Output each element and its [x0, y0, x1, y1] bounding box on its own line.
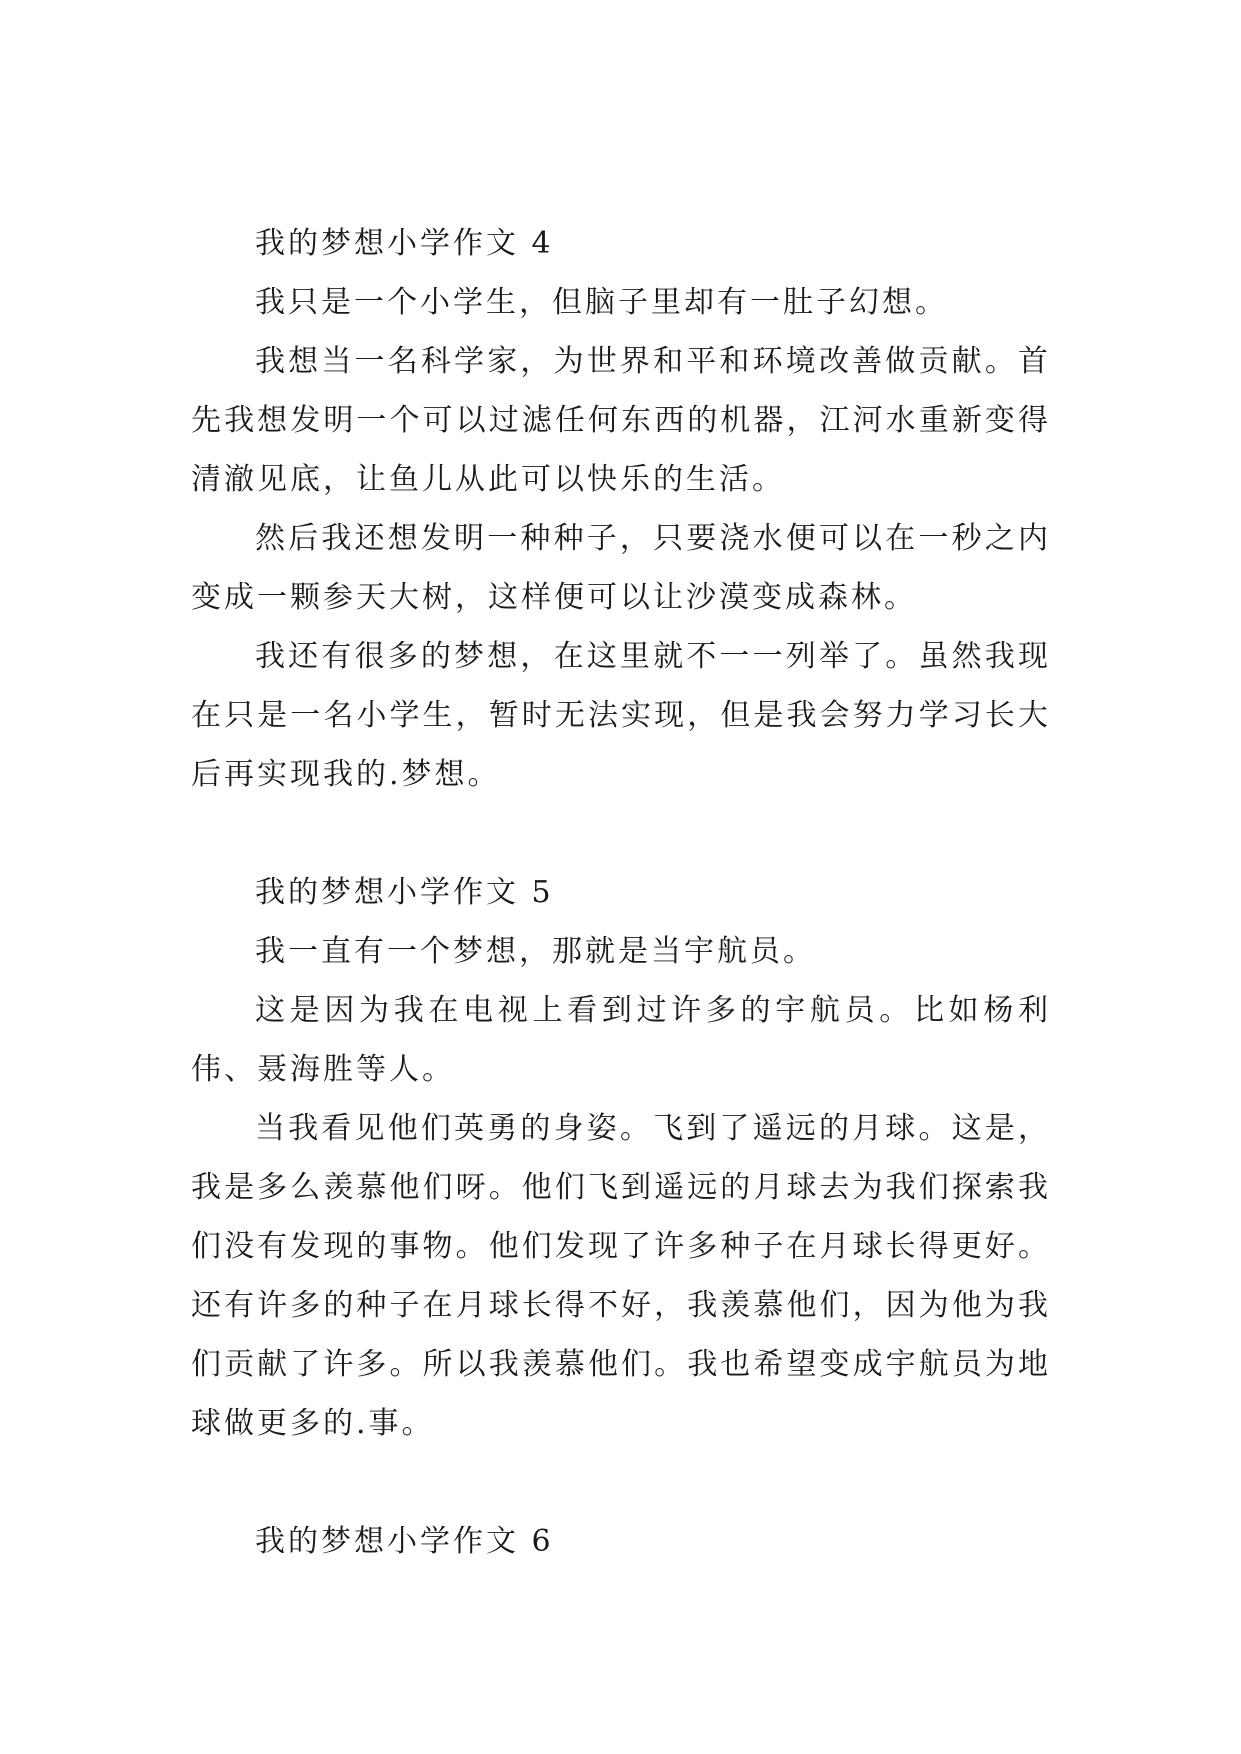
paragraph: 我还有很多的梦想，在这里就不一一列举了。虽然我现在只是一名小学生，暂时无法实现，但是我会努力学习长大后再实现我的.梦想。 — [191, 639, 1051, 792]
essay-section-6 — [191, 1512, 1051, 1571]
paragraph: 我想当一名科学家，为世界和平和环境改善做贡献。首先我想发明一个可以过滤任何东西的机器，江河水重新变得清澈见底，让鱼儿从此可以快乐的生活。 — [191, 344, 1051, 497]
essay-section-5 — [191, 863, 1051, 1453]
essay-heading: 我的梦想小学作文 6 — [255, 1524, 554, 1559]
paragraph: 我只是一个小学生，但脑子里却有一肚子幻想。 — [255, 285, 948, 320]
essay-heading: 我的梦想小学作文 4 — [255, 226, 554, 261]
paragraph: 然后我还想发明一种种子，只要浇水便可以在一秒之内变成一颗参天大树，这样便可以让沙漠变成森林。 — [191, 521, 1051, 615]
paragraph: 当我看见他们英勇的身姿。飞到了遥远的月球。这是，我是多么羡慕他们呀。他们飞到遥远的月球去为我们探索我们没有发现的事物。他们发现了许多种子在月球长得更好。还有许多的种子在月球长得不好，我羡慕他们，因为他为我们贡献了许多。所以我羡慕他们。我也希望变成宇航员为地球做更多的.事。 — [191, 1111, 1051, 1441]
document-body — [191, 214, 1051, 1571]
paragraph: 这是因为我在电视上看到过许多的宇航员。比如杨利伟、聂海胜等人。 — [191, 993, 1051, 1087]
paragraph: 我一直有一个梦想，那就是当宇航员。 — [255, 934, 816, 969]
essay-section-4 — [191, 214, 1051, 804]
essay-heading: 我的梦想小学作文 5 — [255, 875, 554, 910]
